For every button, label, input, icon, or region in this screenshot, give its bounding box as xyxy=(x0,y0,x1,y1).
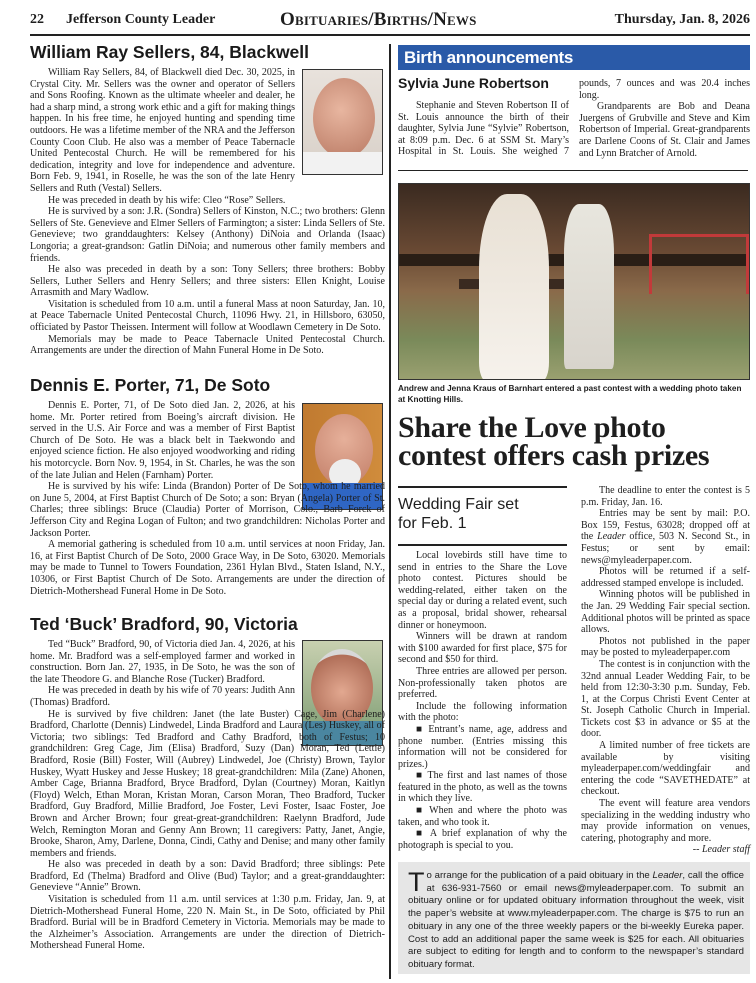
entries-italic: Leader xyxy=(597,531,626,543)
birth-paragraph: Stephanie and Steven Robertson II of St. Louis announce the birth of their daughter, Sylvia June “Sylvie” Robertson, at 8:09 p.m. Dec. 6 at SSM St. Mary’s Hospital in St. Louis. She weighed 7 pounds, 7 ounces and was 20.4 inches long. xyxy=(398,78,750,158)
article-paragraph: Photos will be returned if a self-addressed stamped envelope is included. xyxy=(581,566,750,589)
birth-title: Sylvia June Robertson xyxy=(398,75,549,91)
obit-paragraph: He was preceded in death by his wife: Cleo “Rose” Sellers. xyxy=(48,194,286,206)
obit-paragraph: Visitation is scheduled from 10 a.m. until a funeral Mass at noon Saturday, Jan. 10, at Peace Tabernacle United Pentecostal Church, 11096 Hwy. 21, in Hillsboro, 63050, officiated by Pastor Theissen. Interment will follow at Woodlawn Cemetery in De Soto. xyxy=(30,298,385,334)
birth-paragraph: Grandparents are Bob and Deana Juergens of Grubville and Steve and Kim Robertson of Imperial. Great-grandparents are Darlene Coons of St. Clair and James and Lynn Bratcher of Arnold. xyxy=(579,101,750,159)
subhead-top-rule xyxy=(398,486,567,488)
info-text: o arrange for the publication of a paid obituary in the xyxy=(426,870,653,881)
birth-body xyxy=(398,78,750,159)
article-bullet: ■ When and where the photo was taken, and who took it. xyxy=(398,805,567,828)
obit-title: Dennis E. Porter, 71, De Soto xyxy=(30,375,271,395)
article-paragraph xyxy=(581,508,750,566)
info-text: , call the office at 636-931-7560 or email news@myleaderpaper.com. To submit an obituary online or for updated obituary information throughout the week, visit the paper’s website at www.myleaderpaper.com. The charge is $75 to run an obituary in any one of the three weekly papers or the bi-weekly Eureka paper. Cost to add an additional paper the same week is $25 for each. All obituaries are subject to editing for length and to conform to the newspaper’s standard obituary format. xyxy=(408,870,744,970)
page-number: 22 xyxy=(30,12,44,27)
obit-paragraph: He is survived by his wife: Linda (Brandon) Porter of De Soto, whom he married on June 5, 2004, at First Baptist Church of De Soto; a son: Bryan (Angela) Porter of St. Charles; three siblings: Bruce (Claudia) Porter of Morrison, Colo., Barb Forck of Jefferson City and Regina Logan of Fulton; and two grandchildren: Nicholas Porter and Jackson Porter. xyxy=(30,481,385,539)
obit-paragraph: Memorials may be made to Peace Tabernacle United Pentecostal Church. Arrangements are under the direction of Mahn Funeral Home in De Soto. xyxy=(30,333,385,357)
obit-paragraph: He is survived by a son: J.R. (Sondra) Sellers of Kinston, N.C.; two brothers: Glenn Sellers of Ste. Genevieve and Elmer Sellers of Farmington; a sister: Linda Sellers of Ste. Genevieve; two granddaughters: Kelsey (Anthony) DiNoia and Orlanda (Isaac) Longoria; a great-grandson: Gatlin DiNoia; and numerous other family members and friends. xyxy=(30,206,385,264)
paper-name: Jefferson County Leader xyxy=(66,12,216,27)
subhead-bottom-rule xyxy=(398,544,567,546)
banner-text: Birth announcements xyxy=(404,48,574,67)
article-paragraph: The contest is in conjunction with the 32nd annual Leader Wedding Fair, to be held from 12:30-3:30 p.m. Sunday, Feb. 1, at the Corpus Christi Event Center at St. Joseph Catholic Church in Imperial. Tickets cost $3 in advance or $5 at the door. xyxy=(581,658,750,740)
article-paragraph: Photos not published in the paper may be posted to myleaderpaper.com xyxy=(581,635,750,659)
obit-body xyxy=(30,67,385,357)
article-bullet: ■ The first and last names of those featured in the photo, as well as the towns in which they live. xyxy=(398,770,567,805)
wedding-photo xyxy=(398,183,750,380)
obit-paragraph: Dennis E. Porter, 71, of De Soto died Jan. 2, 2026, at his home. Mr. Porter retired from Boeing’s aircraft division. He served in the U.S. Air Force and was a member of First Baptist Church of De Soto. He was a black belt in Taekwondo and enjoyed science fiction. He also enjoyed woodworking and riding his motorcycle. Born Nov. 9, 1954, in St. Charles, he was the son of the late Julian and Helen (Farnham) Porter. xyxy=(30,400,295,481)
obit-paragraph: He was preceded in death by his wife of 70 years: Judith Ann (Thomas) Bradford. xyxy=(30,685,295,708)
section-title: Obituaries/Births/News xyxy=(280,9,477,30)
article-paragraph: Include the following information with the photo: xyxy=(398,700,567,724)
article-col-2 xyxy=(581,485,750,856)
obit-paragraph: He is survived by five children: Janet (the late Buster) Cage, Jim (Charlene) Bradford, Charlotte (Dennis) Lindwedel, Linda Bradford and Laura (Les) Huskey, all of Victoria; two siblings: Ted Bradford and Cathy Bradford, both of Festus; 10 grandchildren: Greg Cage, Jim (Elisa) Bradford, Suzy (Dan) Moran, Ted (Lettie) Bradford, Rosie (Bill) Foster, Will (Aubrey) Lindwedel, Joe (Christy) Brown, Taylor Huskey, Wyatt Huskey and Jesse Huskey; 18 great-grandchildren: Mila (Zane) Ahonen, Amber Cage, Brianna Bradford, Bryce Bradford, Dylan (Courtney) Moran, Kaitlyn (Floyd) Welch, Ethan Moran, Kristan Moran, Carson Moran, Theo Bradford, Tucker Bradford, Guy Bradford, Millie Bradford, Joe Foster, Levi Foster, Isaac Foster, Joe Brown and Archer Brown; four great-great-grandchildren: Raelynn Bradford, Jude Welch, Remington Moran and Genny Ann Brown; 11 caregivers: Patty, Janet, Angie, Brooke, Sharon, Amy, Darlene, Donna, Cindi, Cathy and Denise; and many other family members and friends. xyxy=(30,708,385,859)
obit-paragraph: Visitation is scheduled from 11 a.m. until services at 1:30 p.m. Friday, Jan. 9, at Dietrich-Mothershead Funeral Home, 220 N. Main St., in De Soto, officiated by Phil Bradford. Burial will be in Bradford Cemetery in Victoria. Memorials may be made to the Alzheimer’s Association. Arrangements are under the direction of Dietrich-Mothershead Funeral Home. xyxy=(30,894,385,952)
article-bullet: ■ Entrant’s name, age, address and phone number. (Entries missing this information will not be considered for prizes.) xyxy=(398,723,567,770)
info-italic: Leader xyxy=(652,870,683,881)
header-rule xyxy=(30,34,750,36)
birth-announcements-banner xyxy=(398,45,750,70)
entries-text: Entries may be sent by mail: P.O. Box 159, Festus, 63028; dropped off at the xyxy=(581,508,750,543)
obituary-info-box xyxy=(398,862,750,974)
section-rule xyxy=(398,170,748,171)
obit-paragraph: Ted “Buck” Bradford, 90, of Victoria died Jan. 4, 2026, at his home. Mr. Bradford was a self-employed farmer and worked in construction. Born Jan. 27, 1935, in De Soto, he was the son of the late Theodore G. and Blanche Rose (Tucker) Bradford. xyxy=(30,639,295,685)
article-bullet: ■ A brief explanation of why the photograph is special to you. xyxy=(398,828,567,851)
obit-paragraph: He also was preceded in death by a son: David Bradford; three siblings: Pete Bradford, Ed (Thelma) Bradford and Olive (Bud) Taylor; and a great-granddaughter: Genevieve “Annie” Brown. xyxy=(30,859,385,894)
article-paragraph: The deadline to enter the contest is 5 p.m. Friday, Jan. 16. xyxy=(581,485,750,508)
article-paragraph: Local lovebirds still have time to send in entries to the Share the Love photo contest. Pictures should be wedding-related, either taken on the special day or during a related event, such as a proposal, bridal shower, rehearsal dinner or honeymoon. xyxy=(398,550,567,631)
article-paragraph: Three entries are allowed per person. Non-professionally taken photos are preferred. xyxy=(398,665,567,701)
obit-paragraph: William Ray Sellers, 84, of Blackwell died Dec. 30, 2025, in Crystal City. Mr. Sellers was the owner and operator of Sellers and Sons Roofing. Known as the ultimate wheeler and dealer, he had a sharp mind, a strong work ethic and a gift for making things happen. In his free time, he enjoyed hunting and spending time outdoors. He was a lifetime member of the NRA and the Jefferson County Coon Club. He also was a member of Peace Tabernacle United Pentecostal Church. He will be remembered for his dedication, integrity and love for independence and adventure. Born Feb. 9, 1941, in Roselle, he was the son of the late Henry Sellers and Ruth (Vestal) Sellers. xyxy=(30,67,295,194)
byline: -- Leader staff xyxy=(692,844,750,856)
obit-paragraph: A memorial gathering is scheduled from 10 a.m. until services at noon Friday, Jan. 16, at First Baptist Church of De Soto, 2000 Grace Way, in De Soto, 63020. Memorials may be made to Tunnel to Towers Foundation, 2361 Hylan Blvd., Staten Island, N.Y., 10306, or First Baptist Church of De Soto. Arrangements are under the direction of Dietrich-Mothershead Funeral Home in De Soto. xyxy=(30,539,385,597)
entries-text: office, 503 N. Second St., in Festus; or sent by email: news@myleaderpaper.com. xyxy=(581,531,750,566)
article-paragraph: The event will feature area vendors specializing in the wedding industry who may provide information on venues, catering, photography and more. xyxy=(581,798,750,844)
article-col-1 xyxy=(398,550,567,851)
article-paragraph: A limited number of free tickets are available by visiting myleaderpaper.com/weddingfair and entering the code “SAVETHEDATE” at checkout. xyxy=(581,740,750,798)
issue-date: Thursday, Jan. 8, 2026 xyxy=(614,12,750,27)
obit-paragraph: He also was preceded in death by a son: Tony Sellers; three brothers: Bobby Sellers, Luther Sellers and Henry Sellers; and three sisters: Ellen Knight, Louise Arrasmith and Mary Wadlow. xyxy=(30,264,385,299)
obit-body xyxy=(30,400,385,597)
article-paragraph: Winners will be drawn at random with $100 awarded for first place, $75 for second and $50 for third. xyxy=(398,631,567,666)
obit-body xyxy=(30,639,385,952)
headline: Share the Love photo contest offers cash prizes xyxy=(398,411,710,472)
drop-cap: T xyxy=(408,867,425,897)
article-paragraph: Winning photos will be published in the Jan. 29 Wedding Fair special section. Additional photos will be printed as space allows. xyxy=(581,589,750,636)
obit-title: Ted ‘Buck’ Bradford, 90, Victoria xyxy=(30,614,298,634)
photo-caption: Andrew and Jenna Kraus of Barnhart entered a past contest with a wedding photo taken at Knotting Hills. xyxy=(398,384,742,404)
column-divider xyxy=(389,44,391,979)
subhead: Wedding Fair set for Feb. 1 xyxy=(398,496,519,532)
obit-title: William Ray Sellers, 84, Blackwell xyxy=(30,42,310,62)
